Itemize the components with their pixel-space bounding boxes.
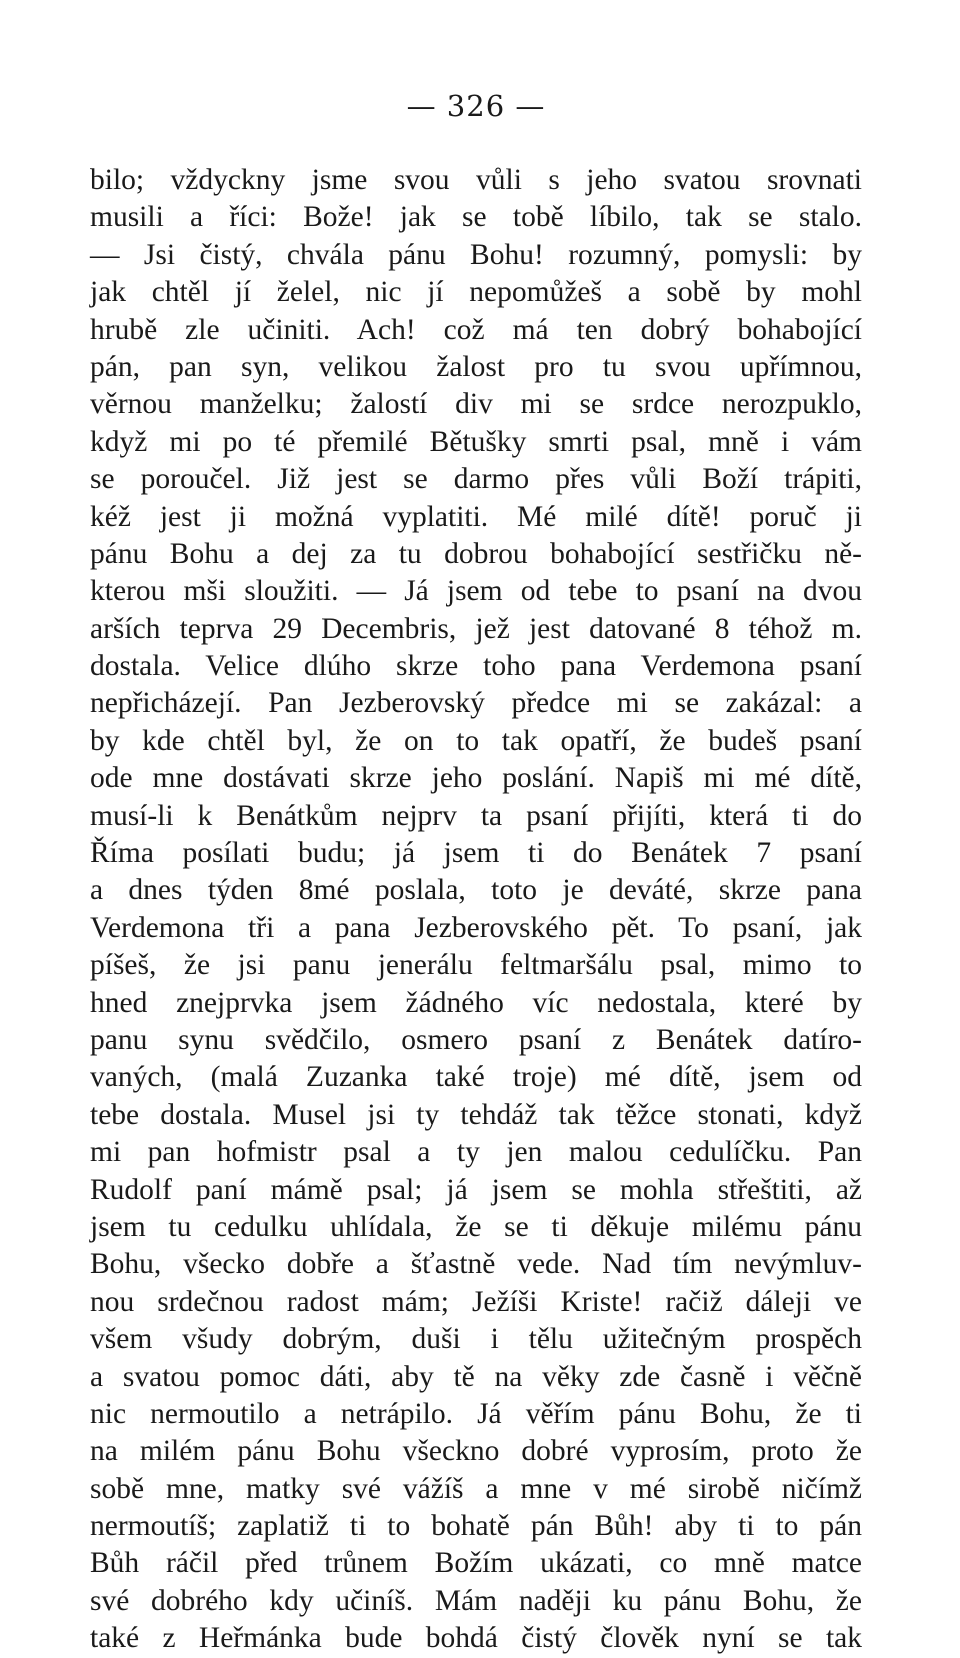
- text-line: vaných, (malá Zuzanka také troje) mé dítě, jsem od: [90, 1061, 862, 1094]
- text-line: by kde chtěl byl, že on to tak opatří, že budeš psaní: [90, 724, 862, 757]
- text-line: nepřicházejí. Pan Jezberovský předce mi se zakázal: a: [90, 687, 862, 720]
- text-line: musili a říci: Bože! jak se tobě líbilo, tak se stalo.: [90, 201, 862, 234]
- text-line: kterou mši sloužiti. — Já jsem od tebe to psaní na dvou: [90, 575, 862, 608]
- text-line: Říma posílati budu; já jsem ti do Benátek 7 psaní: [90, 837, 862, 870]
- text-line: — Jsi čistý, chvála pánu Bohu! rozumný, pomysli: by: [90, 238, 862, 271]
- book-page: [90, 84, 862, 1658]
- text-line: a dnes týden 8mé poslala, toto je deváté, skrze pana: [90, 874, 862, 907]
- text-line: mi pan hofmistr psal a ty jen malou cedulíčku. Pan: [90, 1136, 862, 1169]
- text-line: také z Heřmánka bude bohdá čistý člověk nyní se tak: [90, 1622, 862, 1655]
- text-line: své dobrého kdy učiníš. Mám naději ku pánu Bohu, že: [90, 1584, 862, 1617]
- text-line: tebe dostala. Musel jsi ty tehdáž tak těžce stonati, když: [90, 1098, 862, 1131]
- text-line: Bohu, všecko dobře a šťastně vede. Nad tím nevýmluv-: [90, 1248, 862, 1281]
- text-line: nou srdečnou radost mám; Ježíši Kriste! račiž dáleji ve: [90, 1285, 862, 1318]
- text-line: pán, pan syn, velikou žalost pro tu svou upřímnou,: [90, 350, 862, 383]
- text-line: jsem tu cedulku uhlídala, že se ti děkuje milému pánu: [90, 1210, 862, 1243]
- text-line: jak chtěl jí želel, nic jí nepomůžeš a sobě by mohl: [90, 276, 862, 309]
- text-line: dostala. Velice dlúho skrze toho pana Verdemona psaní: [90, 650, 862, 683]
- text-line: nermoutíš; zaplatiž ti to bohatě pán Bůh! aby ti to pán: [90, 1510, 862, 1543]
- text-line: musí-li k Benátkům nejprv ta psaní přijíti, která ti do: [90, 799, 862, 832]
- body-text: [90, 162, 862, 1658]
- text-line: Bůh ráčil před trůnem Božím ukázati, co mně matce: [90, 1547, 862, 1580]
- text-line: nic nermoutilo a netrápilo. Já věřím pánu Bohu, že ti: [90, 1397, 862, 1430]
- text-line: když mi po té přemilé Bětušky smrti psal, mně i vám: [90, 425, 862, 458]
- text-line: Verdemona tři a pana Jezberovského pět. To psaní, jak: [90, 911, 862, 944]
- text-line: sobě mne, matky své vážíš a mne v mé sirobě ničímž: [90, 1472, 862, 1505]
- text-line: panu synu svědčilo, osmero psaní z Benátek datíro-: [90, 1023, 862, 1056]
- text-line: arších teprva 29 Decembris, jež jest datované 8 téhož m.: [90, 612, 862, 645]
- page-number: — 326 —: [406, 89, 546, 123]
- text-line: bilo; vždyckny jsme svou vůli s jeho svatou srovnati: [90, 164, 862, 196]
- text-line: hrubě zle učiniti. Ach! což má ten dobrý bohabojící: [90, 313, 862, 346]
- text-line: všem všudy dobrým, duši i tělu užitečným prospěch: [90, 1323, 862, 1356]
- text-line: píšeš, že jsi panu jenerálu feltmaršálu psal, mimo to: [90, 949, 862, 982]
- text-line: a svatou pomoc dáti, aby tě na věky zde časně i věčně: [90, 1360, 862, 1393]
- text-line: kéž jest ji možná vyplatiti. Mé milé dítě! poruč ji: [90, 500, 862, 533]
- text-line: pánu Bohu a dej za tu dobrou bohabojící sestřičku ně-: [90, 537, 862, 570]
- text-line: na milém pánu Bohu všeckno dobré vyprosím, proto že: [90, 1435, 862, 1468]
- text-line: Rudolf paní mámě psal; já jsem se mohla střeštiti, až: [90, 1173, 862, 1206]
- text-line: se poroučel. Již jest se darmo přes vůli Boží trápiti,: [90, 463, 862, 496]
- text-line: ode mne dostávati skrze jeho poslání. Napiš mi mé dítě,: [90, 762, 862, 795]
- text-line: věrnou manželku; žalostí div mi se srdce nerozpuklo,: [90, 388, 862, 421]
- text-line: hned znejprvka jsem žádného víc nedostala, které by: [90, 986, 862, 1019]
